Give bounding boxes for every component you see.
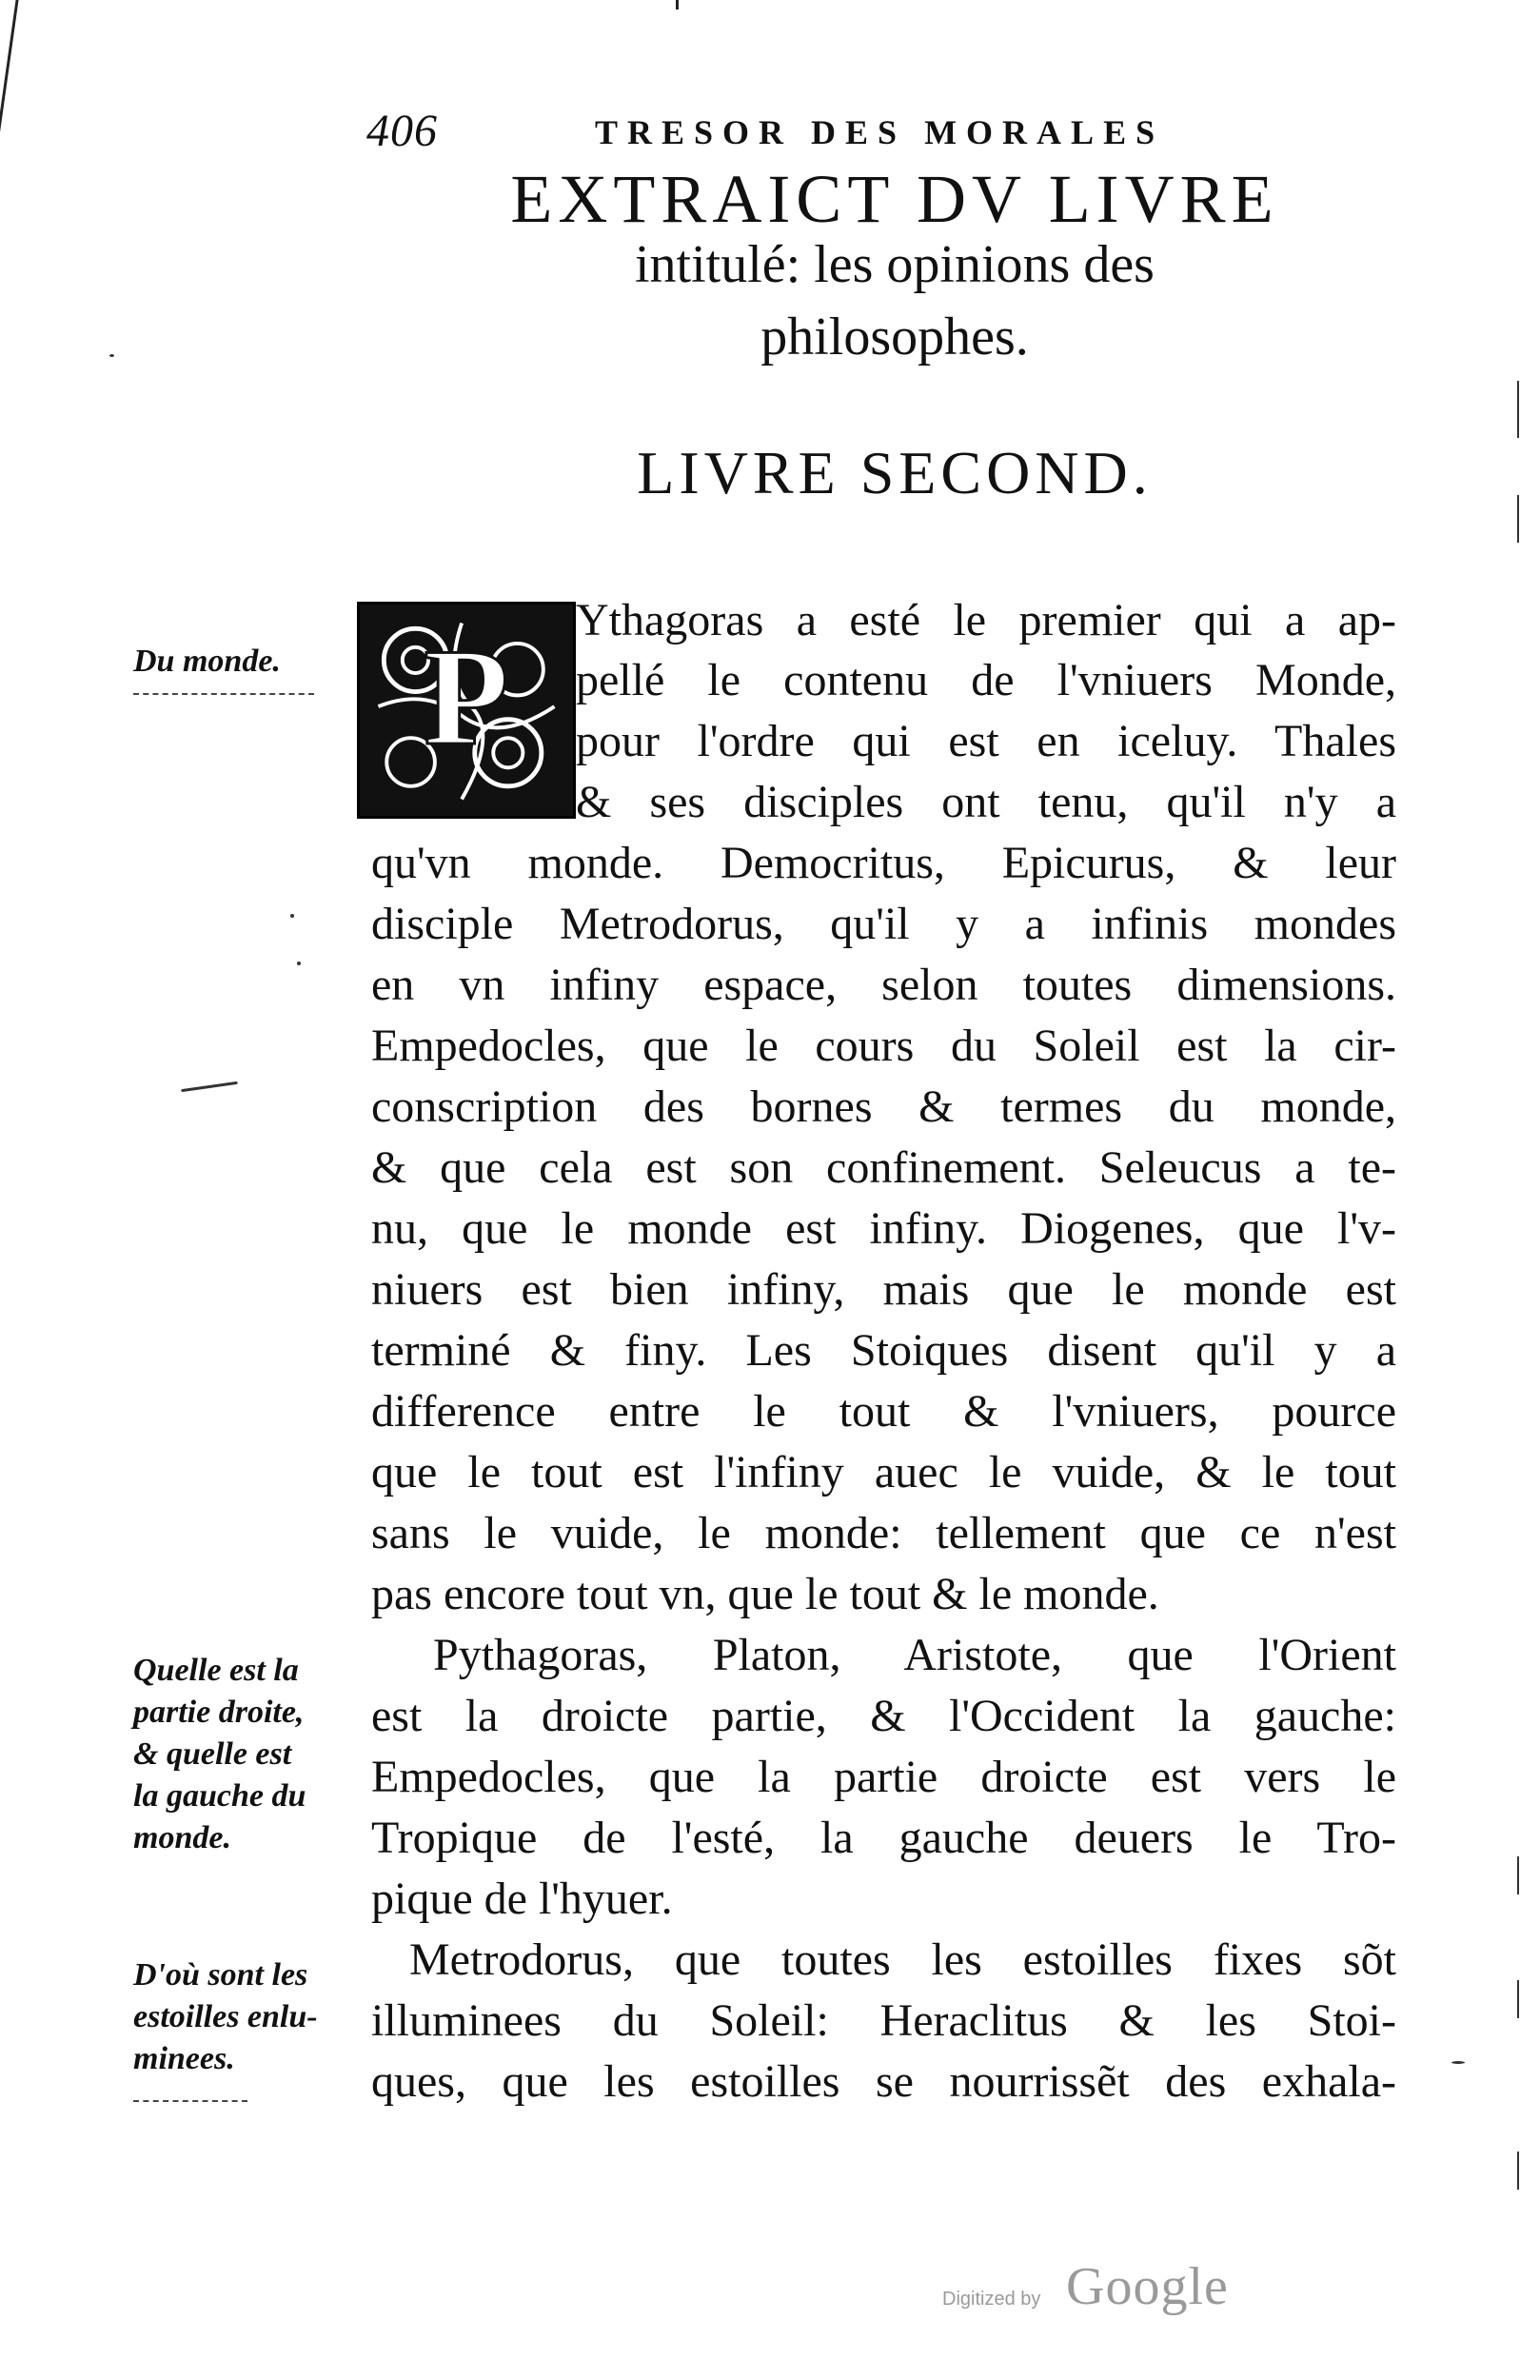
margin-note-line: monde. (133, 1820, 231, 1855)
page-edge-right-mark (1517, 495, 1519, 543)
decorated-initial (357, 602, 576, 819)
text-line: difference entre le tout & l'vniuers, pource (371, 1386, 1396, 1437)
margin-note-line: & quelle est (133, 1736, 292, 1772)
ornament-initial-icon (360, 605, 573, 816)
chapter-title: EXTRAICT DV LIVRE (510, 161, 1279, 237)
text-line: ques, que les estoilles se nourrissẽt des exhala- (371, 2056, 1396, 2107)
google-logo: Google (1066, 2257, 1229, 2316)
digitized-watermark (942, 2256, 1266, 2323)
margin-note-line: minees. (133, 2041, 235, 2076)
text-line: nu, que le monde est infiny. Diogenes, que l'v- (371, 1203, 1396, 1254)
text-line: Ythagoras a esté le premier qui a ap- (576, 595, 1396, 645)
chapter-subtitle: intitulé: les opinions des (635, 235, 1155, 294)
margin-note-line: la gauche du (133, 1778, 306, 1814)
text-line: qu'vn monde. Democritus, Epicurus, & leur (371, 838, 1396, 888)
margin-note-line: D'où sont les (133, 1957, 308, 1993)
text-line: niuers est bien infiny, mais que le monde est (371, 1264, 1396, 1315)
page-edge-right-mark (1517, 2152, 1519, 2190)
page-edge-top-mark (676, 0, 679, 10)
chapter-subtitle: philosophes. (760, 307, 1029, 367)
margin-note-rule (133, 693, 314, 695)
ink-speck (290, 914, 294, 918)
margin-note-line: Quelle est la (133, 1653, 299, 1688)
margin-note-line: partie droite, (133, 1695, 305, 1730)
text-line: que le tout est l'infiny auec le vuide, & le tout (371, 1447, 1396, 1497)
text-line: pour l'ordre qui est en iceluy. Thales (576, 716, 1396, 766)
text-line: Pythagoras, Platon, Aristote, que l'Orient (433, 1630, 1396, 1680)
text-line: est la droicte partie, & l'Occident la gauche: (371, 1691, 1396, 1741)
text-line: & que cela est son confinement. Seleucus a te- (371, 1142, 1396, 1193)
page-edge-right-mark (1517, 381, 1519, 438)
page-edge-left (0, 0, 19, 143)
text-line: pique de l'hyuer. (371, 1874, 673, 1924)
text-line: en vn infiny espace, selon toutes dimensions. (371, 960, 1396, 1010)
text-line: disciple Metrodorus, qu'il y a infinis mondes (371, 899, 1396, 949)
running-title: TRESOR DES MORALES (595, 113, 1165, 151)
text-line: pas encore tout vn, que le tout & le monde. (371, 1569, 1159, 1619)
margin-note-line: estoilles enlu- (133, 1999, 318, 2034)
running-head (366, 105, 1328, 162)
ink-stroke (181, 1081, 238, 1092)
page-edge-right-mark (1517, 1856, 1519, 1894)
text-line: pellé le contenu de l'vniuers Monde, (576, 655, 1396, 705)
section-title: LIVRE SECOND. (637, 439, 1153, 506)
ink-speck (297, 962, 301, 965)
margin-note-rule (133, 2100, 247, 2102)
text-line: illuminees du Soleil: Heraclitus & les Stoi- (371, 1995, 1396, 2046)
text-line: terminé & finy. Les Stoiques disent qu'il y a (371, 1325, 1396, 1376)
text-line: Tropique de l'esté, la gauche deuers le Tro- (371, 1813, 1396, 1863)
watermark-prefix: Digitized by (942, 2289, 1041, 2310)
ink-speck (1451, 2061, 1465, 2064)
page-number: 406 (366, 106, 438, 156)
text-line: Empedocles, que la partie droicte est vers le (371, 1752, 1396, 1802)
text-line: Empedocles, que le cours du Soleil est la cir- (371, 1021, 1396, 1071)
text-line: conscription des bornes & termes du monde, (371, 1081, 1396, 1132)
initial-letter: P (424, 620, 509, 775)
page-edge-right-mark (1517, 1980, 1519, 2018)
ink-speck (109, 354, 114, 357)
margin-note-line: Du monde. (133, 644, 281, 679)
text-line: & ses disciples ont tenu, qu'il n'y a (576, 777, 1396, 827)
text-line: sans le vuide, le monde: tellement que ce n'est (371, 1508, 1396, 1558)
text-line: Metrodorus, que toutes les estoilles fixes sõt (409, 1934, 1396, 1985)
